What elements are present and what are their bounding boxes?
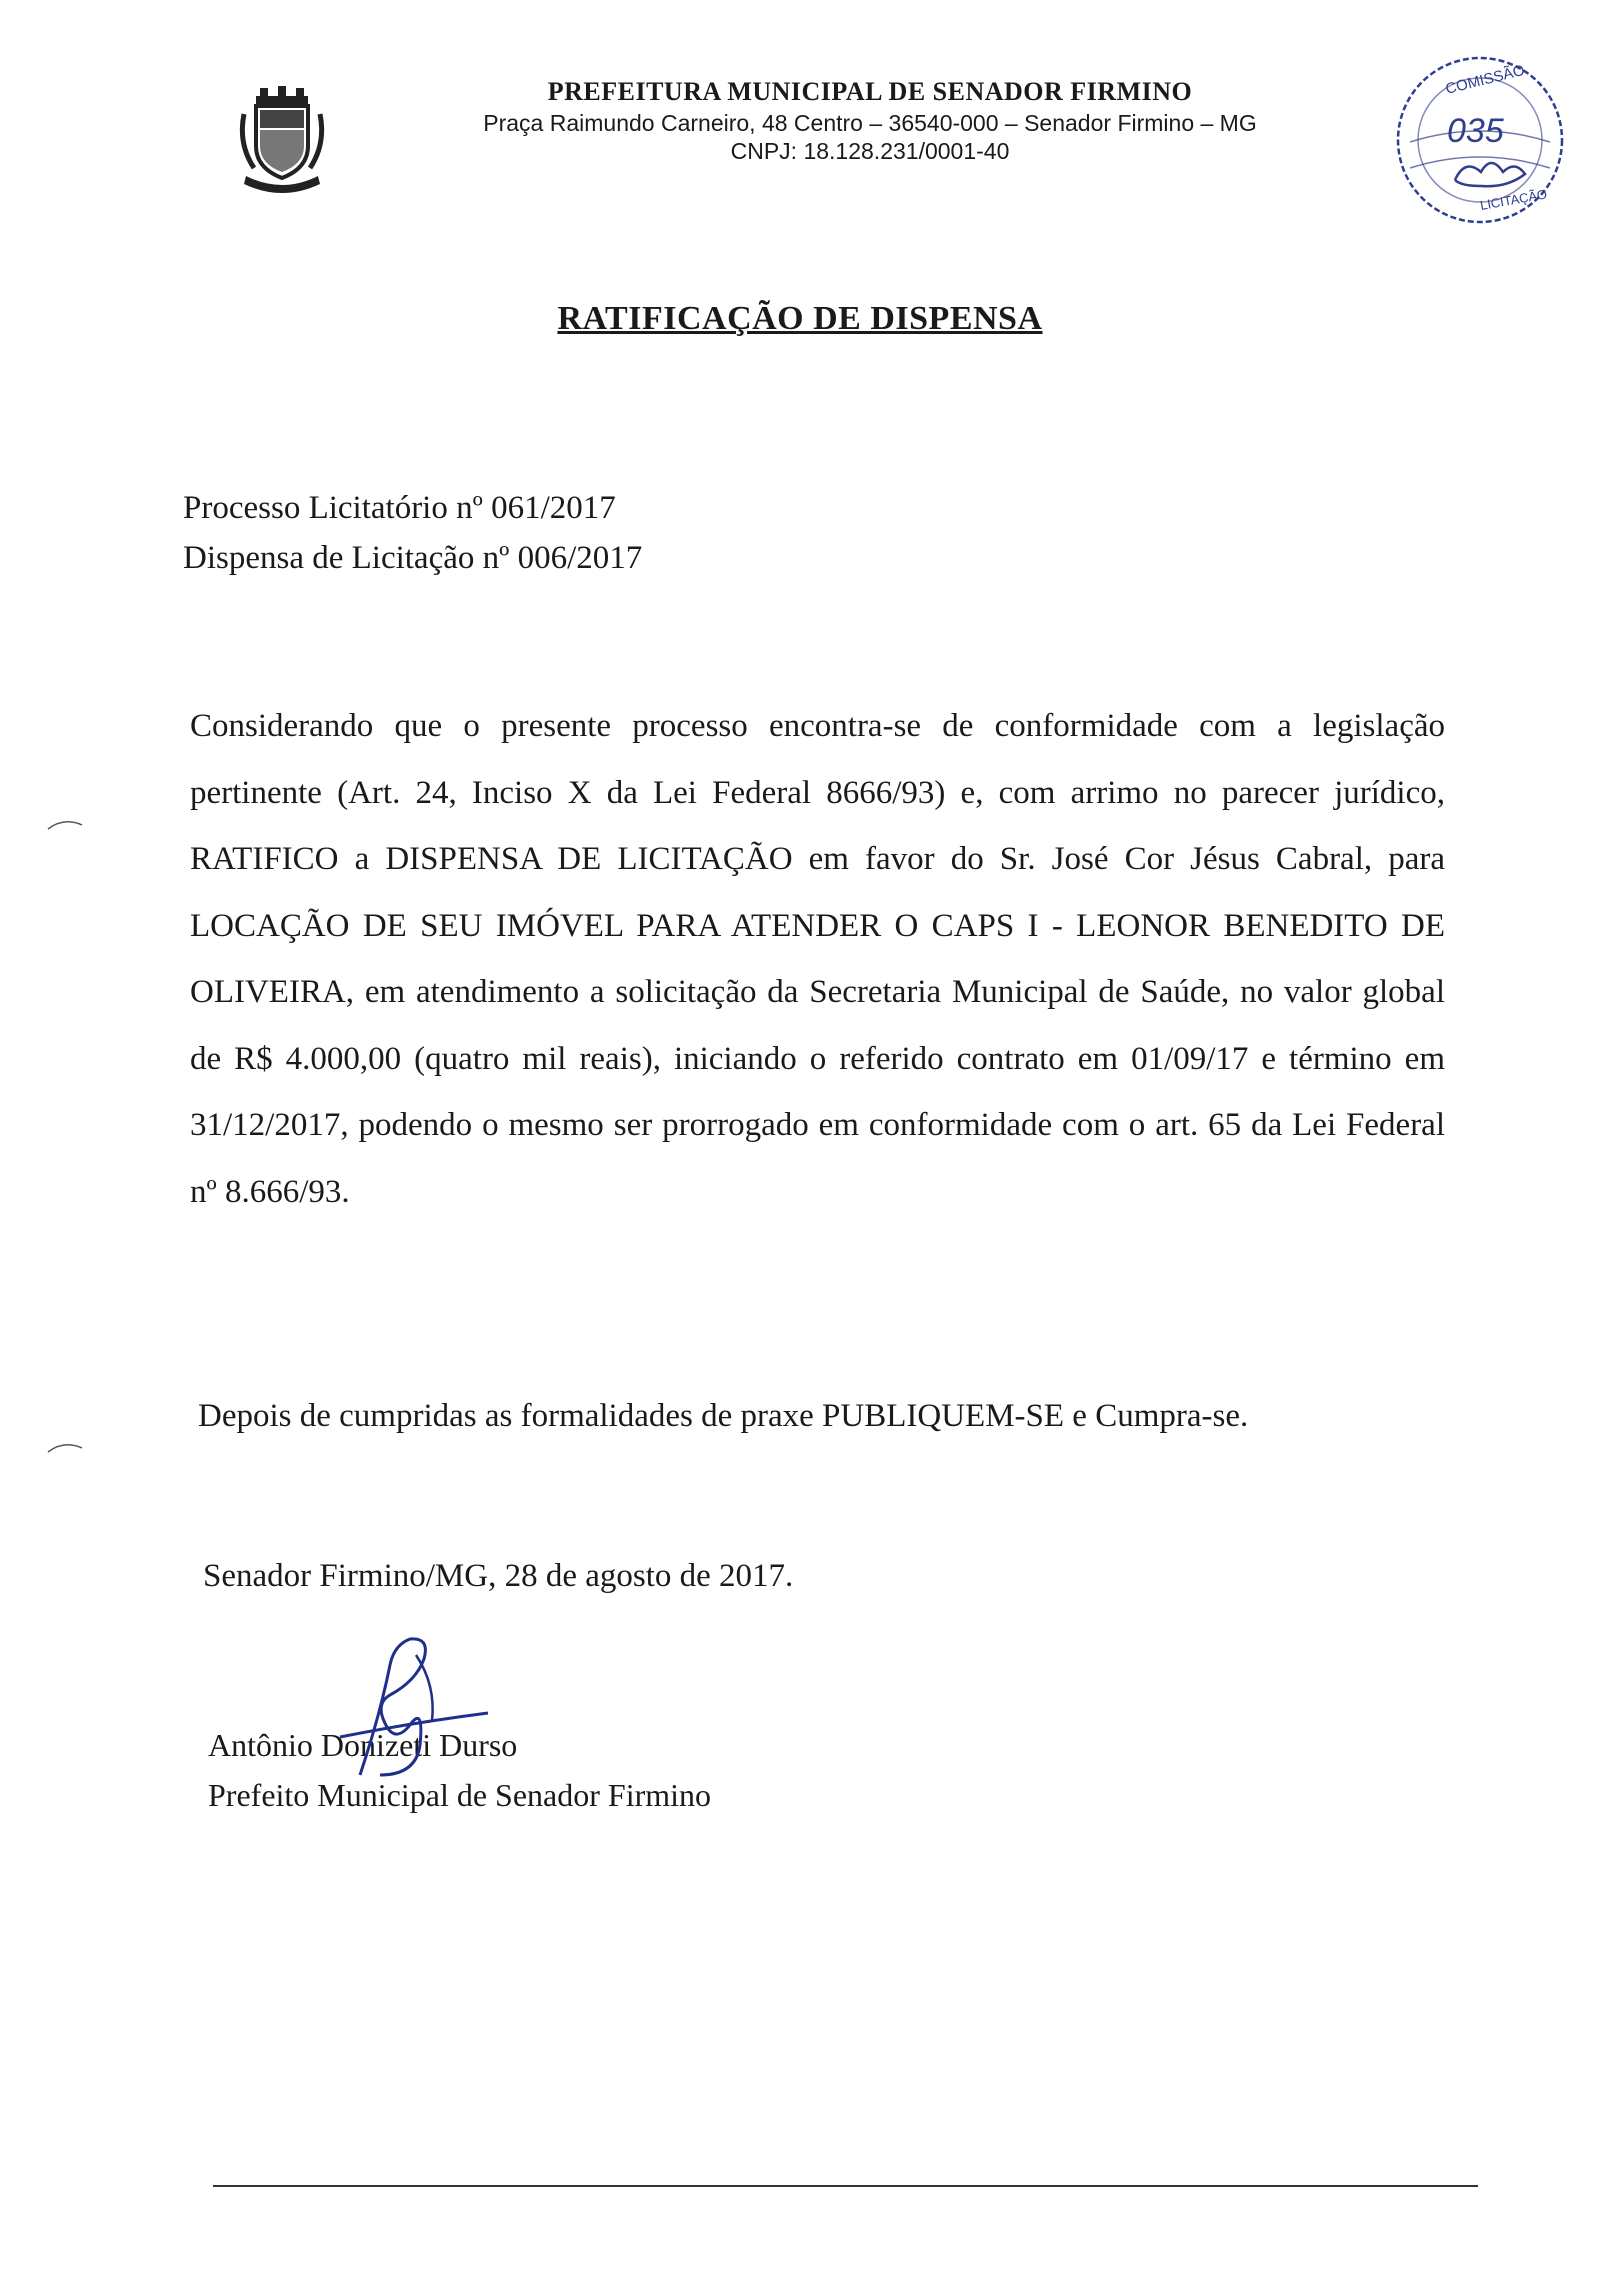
process-number: Processo Licitatório nº 061/2017 [183,490,616,526]
commission-stamp [1385,50,1575,230]
coat-of-arms-icon [236,84,328,196]
scan-mark [46,1438,86,1458]
document-title: RATIFICAÇÃO DE DISPENSA [557,300,1043,337]
stamp-bottom-text: LICITAÇÃO [1478,186,1549,213]
signatory-name: Antônio Donizeti Durso [208,1727,518,1763]
handwritten-signature [320,1625,490,1785]
org-address: Praça Raimundo Carneiro, 48 Centro – 36540-000 – Senador Firmino – MG [483,109,1257,136]
org-cnpj: CNPJ: 18.128.231/0001-40 [730,138,1010,165]
stamp-number: 035 [1447,112,1504,150]
closing-statement: Depois de cumpridas as formalidades de praxe PUBLIQUEM-SE e Cumpra-se. [198,1398,1249,1434]
letterhead [390,76,1350,166]
signatory-role: Prefeito Municipal de Senador Firmino [208,1777,712,1813]
place-and-date: Senador Firmino/MG, 28 de agosto de 2017. [203,1558,794,1594]
org-name: PREFEITURA MUNICIPAL DE SENADOR FIRMINO [547,77,1193,106]
process-info [183,483,642,583]
dispensa-number: Dispensa de Licitação nº 006/2017 [183,540,643,576]
stamp-top-text: COMISSÃO [1443,61,1527,98]
footer-rule [213,2185,1478,2187]
scan-mark [46,815,86,835]
ratification-paragraph: Considerando que o presente processo encontra-se de conformidade com a legislação pertinente (Art. 24, Inciso X da Lei Federal 8666/93) e, com arrimo no parecer jurídico, RATIFICO a DISPENSA DE LICITAÇÃO em favor do Sr. José Cor Jésus Cabral, para LOCAÇÃO DE SEU IMÓVEL PARA ATENDER O CAPS I - LEONOR BENEDITO DE OLIVEIRA, em atendimento a solicitação da Secretaria Municipal de Saúde, no valor global de R$ 4.000,00 (quatro mil reais), iniciando o referido contrato em 01/09/17 e término em 31/12/2017, podendo o mesmo ser prorrogado em conformidade com o art. 65 da Lei Federal nº 8.666/93. [190,708,1445,1210]
